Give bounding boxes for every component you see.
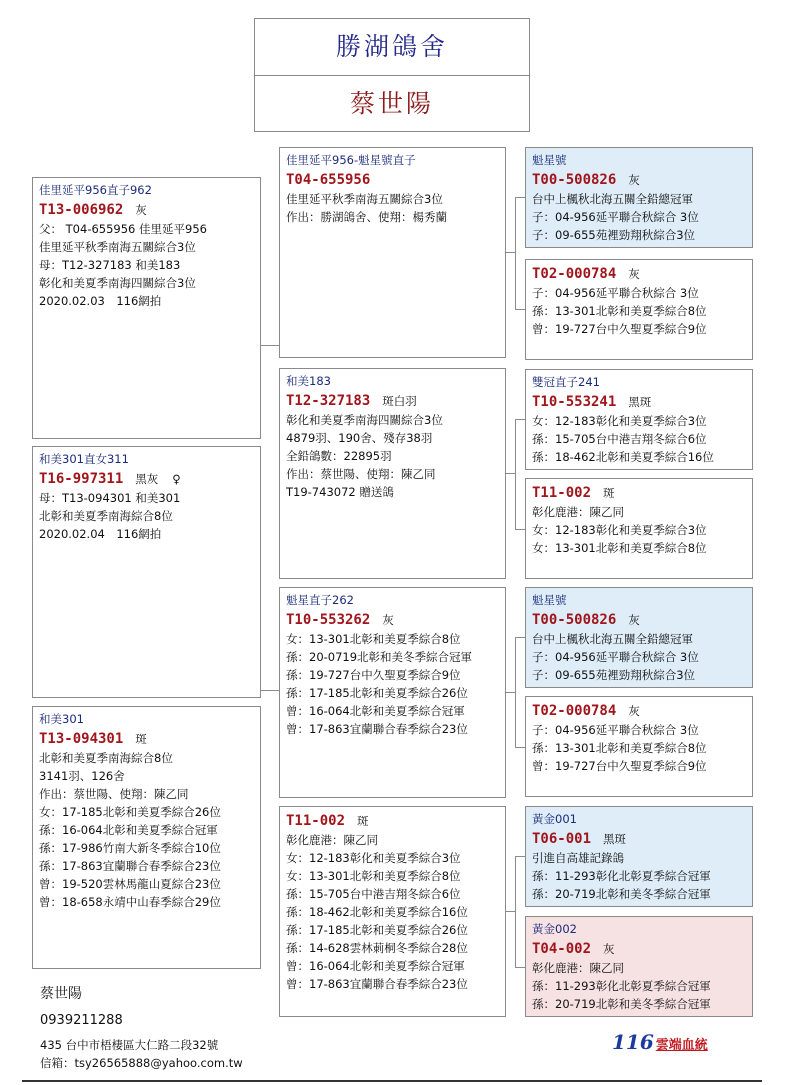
- feather-color: 灰: [628, 613, 640, 627]
- record-line: 作出：蔡世陽、使翔：陳乙同: [39, 787, 189, 801]
- record-line: 孫：18-462北彰和美夏季綜合16位: [286, 905, 468, 919]
- record-line: 孫：17-986竹南大新冬季綜合10位: [39, 841, 221, 855]
- logo-text: 雲端血統: [655, 1038, 708, 1053]
- pigeon-name: 雙冠直子241: [532, 375, 600, 389]
- feather-color: 黑斑: [603, 832, 627, 846]
- record-line: 孫：17-185北彰和美夏季綜合26位: [286, 686, 468, 700]
- record-line: 孫：11-293彰化北彰夏季綜合冠軍: [532, 869, 711, 883]
- ring-row: [532, 263, 746, 284]
- sibling-pigeon-card: [32, 446, 261, 698]
- ring-number: T00-500826: [532, 612, 617, 628]
- record-line: 北彰和美夏季南海綜合8位: [39, 751, 173, 765]
- pigeon-name: 魁星直子262: [286, 593, 354, 607]
- connector-line: [515, 637, 525, 638]
- record-line: 女：13-301北彰和美夏季綜合8位: [286, 869, 461, 883]
- record-line: 彰化鹿港：陳乙同: [532, 961, 624, 975]
- ring-row: [39, 468, 254, 489]
- contact-name: 蔡世陽: [40, 986, 82, 1002]
- pigeon-name: 和美301: [39, 712, 84, 726]
- feather-color: 灰: [628, 173, 640, 187]
- subject-pigeon-card: [32, 177, 261, 439]
- ring-number: T04-002: [532, 941, 592, 957]
- ring-row: [532, 828, 746, 849]
- record-line: 3141羽、126舍: [39, 769, 125, 783]
- record-line: 作出：蔡世陽、使翔：陳乙同: [286, 467, 436, 481]
- ring-row: [39, 199, 254, 220]
- connector-line: [515, 309, 525, 310]
- record-line: 孫：16-064北彰和美夏季綜合冠軍: [39, 823, 218, 837]
- feather-color: 灰: [382, 613, 394, 627]
- granddam-card-4: [525, 916, 753, 1017]
- record-line: 彰化鹿港：陳乙同: [532, 505, 624, 519]
- connector-line: [515, 529, 525, 530]
- ring-row: [532, 609, 746, 630]
- record-line: 2020.02.03 116網拍: [39, 294, 162, 308]
- record-line: 彰化鹿港：陳乙同: [286, 833, 378, 847]
- ring-number: T10-553262: [286, 612, 371, 628]
- connector-line: [515, 637, 516, 747]
- owner-name: 蔡世陽: [349, 89, 434, 118]
- ring-row: [286, 169, 499, 190]
- record-line: 孫：19-727台中久聖夏季綜合9位: [286, 668, 461, 682]
- pigeon-name: 和美183: [286, 374, 331, 388]
- connector-line: [506, 911, 515, 912]
- ring-number: T11-002: [532, 485, 592, 501]
- record-line: 曾：19-727台中久聖夏季綜合9位: [532, 322, 707, 336]
- ring-row: [286, 810, 499, 831]
- record-line: 曾：16-064北彰和美夏季綜合冠軍: [286, 959, 465, 973]
- record-line: 孫：18-462北彰和美夏季綜合16位: [532, 450, 714, 464]
- record-line: 台中上楓秋北海五關全鉛總冠軍: [532, 192, 693, 206]
- connector-line: [515, 856, 516, 967]
- ring-row: [532, 169, 746, 190]
- record-line: 女：13-301北彰和美夏季綜合8位: [286, 632, 461, 646]
- record-line: 母：T13-094301 和美301: [39, 491, 181, 505]
- pigeon-name: 魁星號: [532, 153, 567, 167]
- record-line: 彰化和美夏季南海四關綜合3位: [39, 276, 196, 290]
- feather-color: 灰: [135, 203, 147, 217]
- grandsire-card-4: [525, 806, 753, 907]
- record-line: 孫：20-719北彰和美冬季綜合冠軍: [532, 887, 711, 901]
- ring-number: T00-500826: [532, 172, 617, 188]
- ring-row: [39, 728, 254, 749]
- connector-line: [506, 252, 515, 253]
- connector-line: [506, 473, 515, 474]
- ring-number: T06-001: [532, 831, 592, 847]
- connector-line: [515, 419, 525, 420]
- record-line: 子：04-956延平聯合秋綜合 3位: [532, 723, 699, 737]
- record-line: 曾：17-863宜蘭聯合春季綜合23位: [286, 722, 468, 736]
- record-line: 4879羽、190舍、殘存38羽: [286, 431, 433, 445]
- record-line: 曾：17-863宜蘭聯合春季綜合23位: [286, 977, 468, 991]
- record-line: 子：09-655苑裡勁翔秋綜合3位: [532, 668, 696, 682]
- record-line: 母：T12-327183 和美183: [39, 258, 181, 272]
- logo-number: 116: [612, 1030, 654, 1054]
- dam-pigeon-card: [32, 706, 261, 969]
- record-line: 彰化和美夏季南海四關綜合3位: [286, 413, 443, 427]
- ring-row: [286, 609, 499, 630]
- feather-color: 黑斑: [628, 395, 652, 409]
- feather-color: 斑白羽: [382, 394, 417, 408]
- ring-number: T11-002: [286, 813, 346, 829]
- granddam-card-2: [525, 478, 753, 579]
- female-symbol: ♀: [172, 472, 181, 486]
- ring-row: [532, 938, 746, 959]
- granddam-card-3: [525, 696, 753, 797]
- feather-color: 斑: [357, 814, 369, 828]
- pigeon-name: 魁星號: [532, 593, 567, 607]
- record-line: 曾：19-520雲林馬龍山夏綜合23位: [39, 877, 221, 891]
- ring-row: [286, 390, 499, 411]
- pigeon-name: 佳里延平956-魁星號直子: [286, 153, 416, 167]
- ring-number: T16-997311: [39, 471, 124, 487]
- record-line: 作出：勝湖鴿舍、使翔：楊秀蘭: [286, 210, 447, 224]
- connector-line: [515, 967, 525, 968]
- connector-line: [515, 197, 516, 309]
- connector-line: [506, 692, 515, 693]
- ring-number: T13-094301: [39, 731, 124, 747]
- loft-name: 勝湖鴿舍: [255, 19, 529, 76]
- record-line: 女：12-183彰化和美夏季綜合3位: [532, 523, 707, 537]
- connector-line: [515, 856, 525, 857]
- sire-card: [279, 147, 506, 358]
- record-line: 佳里延平秋季南海五關綜合3位: [39, 240, 196, 254]
- feather-color: 灰: [628, 704, 640, 718]
- ring-number: T02-000784: [532, 266, 617, 282]
- connector-line: [515, 419, 516, 529]
- contact-address: 435 台中市梧棲區大仁路二段32號: [40, 1038, 219, 1052]
- record-line: 孫：20-719北彰和美冬季綜合冠軍: [532, 997, 711, 1011]
- record-line: 曾：16-064北彰和美夏季綜合冠軍: [286, 704, 465, 718]
- feather-color: 黑灰: [135, 472, 159, 486]
- feather-color: 斑: [135, 732, 147, 746]
- record-line: 2020.02.04 116網拍: [39, 527, 162, 541]
- connector-line: [261, 690, 279, 691]
- brand-logo: [612, 1030, 722, 1054]
- record-line: 女：17-185北彰和美夏季綜合26位: [39, 805, 221, 819]
- grandsire-card-2: [525, 369, 753, 470]
- record-line: 孫：14-628雲林莿桐冬季綜合28位: [286, 941, 468, 955]
- connector-line: [515, 197, 525, 198]
- granddam-card-1: [525, 259, 753, 360]
- ring-number: T10-553241: [532, 394, 617, 410]
- record-line: 父： T04-655956 佳里延平956: [39, 222, 207, 236]
- ring-row: [532, 482, 746, 503]
- bottom-divider: [22, 1080, 762, 1082]
- record-line: 曾：18-658永靖中山春季綜合29位: [39, 895, 221, 909]
- record-line: T19-743072 贈送鴿: [286, 485, 394, 499]
- record-line: 全鉛鴿數：22895羽: [286, 449, 392, 463]
- dam-dam-card: [279, 806, 506, 1017]
- ring-number: T04-655956: [286, 172, 371, 188]
- record-line: 子：04-956延平聯合秋綜合 3位: [532, 210, 699, 224]
- ring-row: [532, 700, 746, 721]
- connector-line: [261, 345, 279, 346]
- record-line: 子：09-655苑裡勁翔秋綜合3位: [532, 228, 696, 242]
- contact-email: 信箱：tsy26565888@yahoo.com.tw: [40, 1056, 243, 1070]
- grandsire-card-3: [525, 587, 753, 688]
- record-line: 孫：17-863宜蘭聯合春季綜合23位: [39, 859, 221, 873]
- ring-number: T02-000784: [532, 703, 617, 719]
- pigeon-name: 佳里延平956直子962: [39, 183, 152, 197]
- owner-contact: [40, 984, 243, 1072]
- feather-color: 斑: [603, 486, 615, 500]
- record-line: 孫：15-705台中港吉翔冬綜合6位: [286, 887, 461, 901]
- pedigree-header: [254, 18, 530, 132]
- pigeon-name: 和美301直女311: [39, 452, 129, 466]
- record-line: 曾：19-727台中久聖夏季綜合9位: [532, 759, 707, 773]
- pigeon-name: 黃金002: [532, 922, 577, 936]
- record-line: 孫：17-185北彰和美夏季綜合26位: [286, 923, 468, 937]
- record-line: 引進自高雄記錄鴿: [532, 851, 624, 865]
- record-line: 孫：13-301北彰和美夏季綜合8位: [532, 741, 707, 755]
- record-line: 孫：20-0719北彰和美冬季綜合冠軍: [286, 650, 473, 664]
- record-line: 子：04-956延平聯合秋綜合 3位: [532, 286, 699, 300]
- record-line: 女：12-183彰化和美夏季綜合3位: [532, 414, 707, 428]
- record-line: 子：04-956延平聯合秋綜合 3位: [532, 650, 699, 664]
- connector-line: [515, 747, 525, 748]
- ring-number: T12-327183: [286, 393, 371, 409]
- dam-sire-card: [279, 587, 506, 798]
- ring-row: [532, 391, 746, 412]
- record-line: 女：13-301北彰和美夏季綜合8位: [532, 541, 707, 555]
- record-line: 北彰和美夏季南海綜合8位: [39, 509, 173, 523]
- record-line: 台中上楓秋北海五關全鉛總冠軍: [532, 632, 693, 646]
- record-line: 孫：11-293彰化北彰夏季綜合冠軍: [532, 979, 711, 993]
- ring-number: T13-006962: [39, 202, 124, 218]
- record-line: 女：12-183彰化和美夏季綜合3位: [286, 851, 461, 865]
- record-line: 孫：15-705台中港吉翔冬綜合6位: [532, 432, 707, 446]
- grandsire-card-1: [525, 147, 753, 248]
- feather-color: 灰: [628, 267, 640, 281]
- feather-color: 灰: [603, 942, 615, 956]
- pigeon-name: 黃金001: [532, 812, 577, 826]
- dam-card: [279, 368, 506, 579]
- record-line: 佳里延平秋季南海五關綜合3位: [286, 192, 443, 206]
- contact-phone: 0939211288: [40, 1013, 123, 1028]
- record-line: 孫：13-301北彰和美夏季綜合8位: [532, 304, 707, 318]
